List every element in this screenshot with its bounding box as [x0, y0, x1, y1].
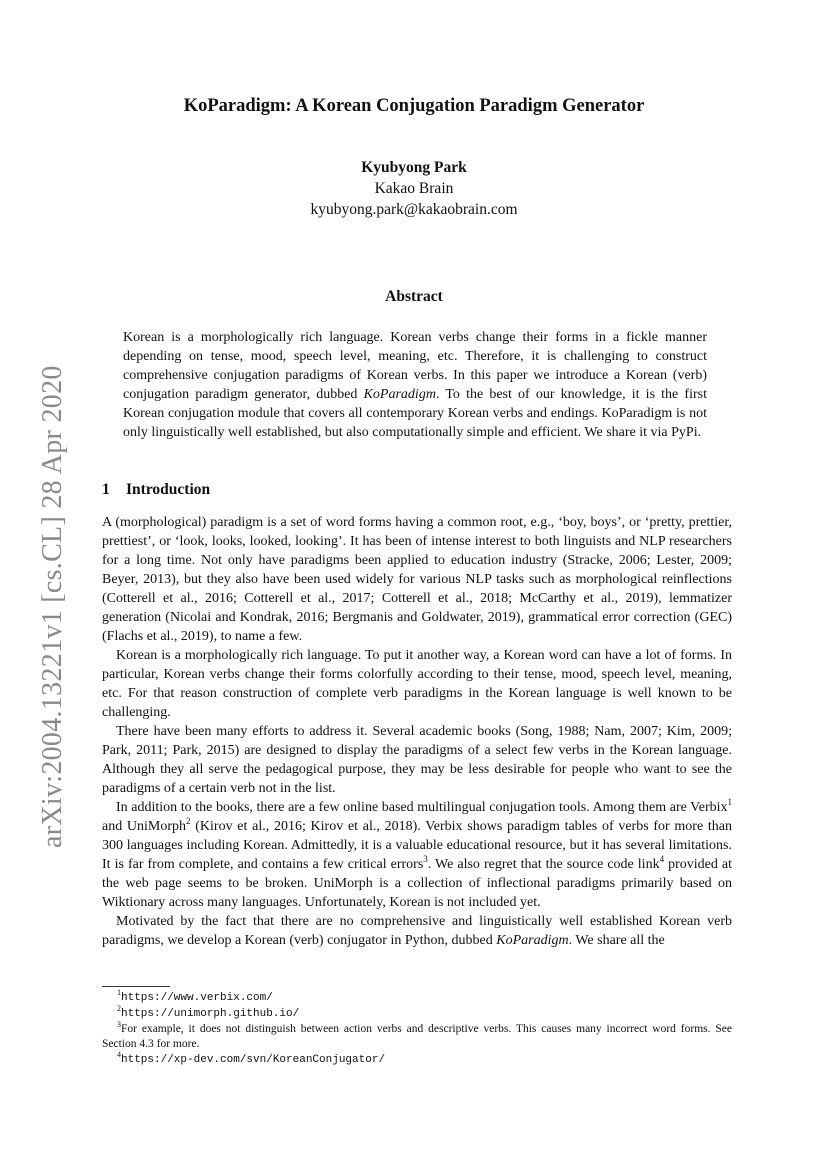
section-number: 1	[102, 481, 110, 498]
author-name: Kyubyong Park	[361, 159, 467, 176]
footnotes	[102, 990, 732, 1068]
paragraph-text: . We share all the	[568, 933, 665, 948]
arxiv-identifier: arXiv:2004.13221v1 [cs.CL] 28 Apr 2020	[37, 365, 68, 848]
abstract-heading: Abstract	[385, 288, 443, 305]
paragraph-text: In addition to the books, there are a few online based multilingual conjugation tools. Among them are Verbix	[116, 800, 728, 815]
footnote	[102, 1006, 732, 1022]
footnote-link[interactable]: https://www.verbix.com/	[121, 992, 273, 1004]
paragraph: A (morphological) paradigm is a set of word forms having a common root, e.g., ‘boy, boys’, or ‘pretty, prettier, prettiest’, or ‘look, looks, looked, looking’. It has been of intense interest to both linguists and NLP researchers for a long time. Not only have paradigms been applied to education industry (Stracke, 2006; Lester, 2009; Beyer, 2013), but they also have been used widely for various NLP tasks such as morphological reinflections (Cotterell et al., 2016; Cotterell et al., 2017; Cotterell et al., 2018; McCarthy et al., 2019), lemmatizer generation (Nicolai and Kondrak, 2016; Bergmanis and Goldwater, 2019), grammatical error correction (GEC) (Flachs et al., 2019), to name a few.	[102, 515, 732, 644]
footnote-ref[interactable]: 3	[423, 854, 428, 864]
abstract-text-part: . To the best of our knowledge, it is the first Korean conjugation module that covers all contemporary Korean verbs and endings. KoParadigm is not only linguistically well established, but also computationally simple and efficient. We share it via PyPi.	[123, 387, 707, 440]
footnote-text: For example, it does not distinguish between action verbs and descriptive verbs. This causes many incorrect word forms. See Section 4.3 for more.	[102, 1023, 732, 1050]
author-affiliation: Kakao Brain	[374, 180, 454, 197]
footnote	[102, 1052, 732, 1068]
footnote-mark: 3	[117, 1020, 121, 1029]
paragraph	[102, 912, 732, 950]
section-title: Introduction	[126, 481, 211, 498]
paragraph-text: Motivated by the fact that there are no comprehensive and linguistically well established Korean verb paradigms, we develop a Korean (verb) conjugator in Python, dubbed	[102, 914, 732, 948]
footnote-ref[interactable]: 4	[659, 854, 665, 864]
paragraph-emphasis: KoParadigm	[496, 933, 569, 948]
body-text	[102, 513, 732, 950]
paragraph: There have been many efforts to address it. Several academic books (Song, 1988; Nam, 2007; Kim, 2009; Park, 2011; Park, 2015) are designed to display the paradigms of a select few verbs in the Korean language. Although they all serve the pedagogical purpose, they may be less desirable for people who want to see the paradigms of a certain verb not in the list.	[102, 724, 732, 796]
abstract-text	[123, 328, 707, 442]
paragraph-text: . We also regret that the source code link	[427, 857, 660, 872]
footnote-mark: 2	[117, 1004, 121, 1013]
paragraph	[102, 798, 732, 912]
footnote-link[interactable]: https://unimorph.github.io/	[121, 1008, 300, 1020]
paragraph-text: provided at the web page seems to be broken. UniMorph is a collection of inflectional paradigms primarily based on Wiktionary across many languages. Unfortunately, Korean is not included yet.	[102, 857, 732, 910]
paragraph-text: and UniMorph	[102, 819, 187, 834]
abstract-emphasis: KoParadigm	[363, 387, 436, 402]
section-heading	[102, 481, 210, 499]
footnote-mark: 1	[117, 988, 121, 997]
author-block	[0, 157, 828, 220]
paragraph: Korean is a morphologically rich language. To put it another way, a Korean word can have a lot of forms. In particular, Korean verbs change their forms colorfully according to their tense, mood, speech level, meaning, etc. For that reason construction of complete verb paradigms in the Korean language is well known to be challenging.	[102, 648, 732, 720]
footnote	[102, 1022, 732, 1052]
paragraph-text: (Kirov et al., 2016; Kirov et al., 2018). Verbix shows paradigm tables of verbs for more than 300 languages including Korean. Admittedly, it is a valuable educational resource, but it has several limitations. It is far from complete, and contains a few critical errors	[102, 819, 732, 872]
paper-title: KoParadigm: A Korean Conjugation Paradigm Generator	[183, 96, 645, 116]
abstract-text-part: Korean is a morphologically rich language. Korean verbs change their forms in a fickle manner depending on tense, mood, speech level, meaning, etc. Therefore, it is challenging to construct comprehensive conjugation paradigms of Korean verbs. In this paper we introduce a Korean (verb) conjugation paradigm generator, dubbed	[123, 330, 707, 402]
footnote-divider	[102, 986, 170, 987]
footnote-ref[interactable]: 2	[186, 816, 191, 826]
footnote	[102, 990, 732, 1006]
footnote-ref[interactable]: 1	[727, 797, 732, 807]
author-email: kyubyong.park@kakaobrain.com	[310, 201, 518, 218]
footnote-mark: 4	[117, 1050, 121, 1059]
footnote-link[interactable]: https://xp-dev.com/svn/KoreanConjugator/	[121, 1054, 386, 1066]
